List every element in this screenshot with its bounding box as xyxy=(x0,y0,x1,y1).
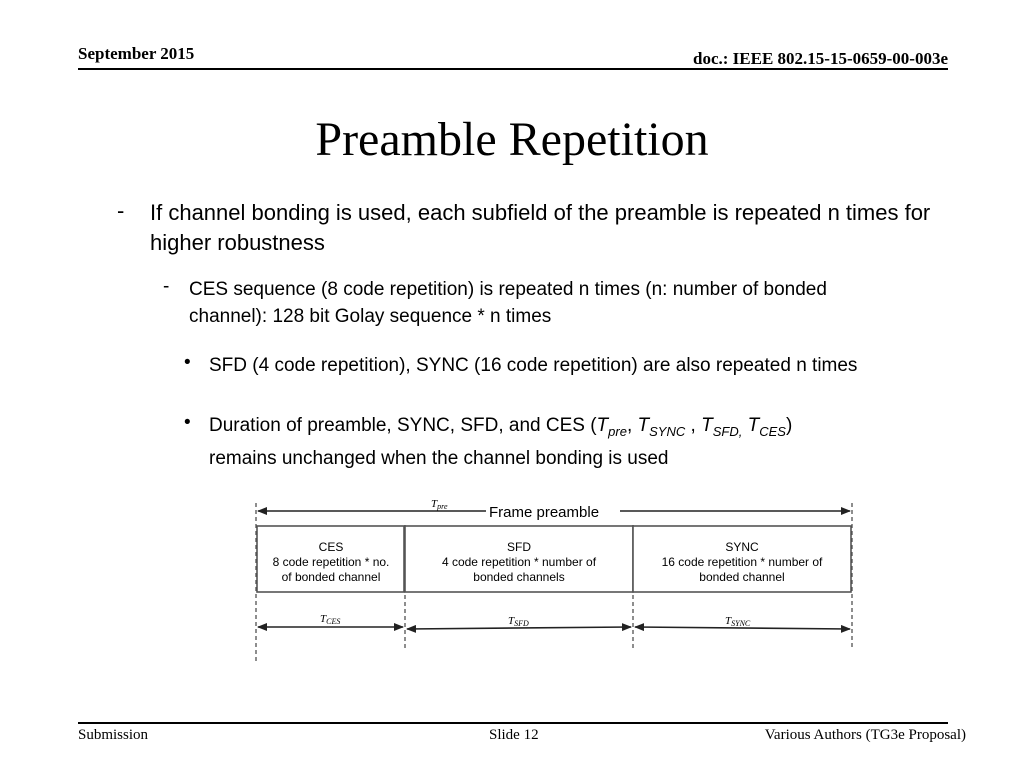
bullet-4-marker: • xyxy=(184,412,191,433)
t-sfd-symbol: $T_{SFD,}$ xyxy=(701,415,743,439)
field-ces-line1: 8 code repetition * no. xyxy=(272,555,390,569)
duration-label-ces: TCES xyxy=(320,613,341,626)
bullet-4-line2: remains unchanged when the channel bonding is used xyxy=(209,447,669,469)
field-sfd-line1: 4 code repetition * number of xyxy=(441,555,597,569)
tpre-label: Tpre xyxy=(431,498,448,511)
footer-authors: Various Authors (TG3e Proposal) xyxy=(764,727,966,743)
field-sync-name: SYNC xyxy=(725,540,759,554)
header-date: September 2015 xyxy=(78,44,195,63)
slide-title: Preamble Repetition xyxy=(315,113,709,166)
footer-slide-number: Slide 12 xyxy=(489,727,539,743)
bullet-3-text: SFD (4 code repetition), SYNC (16 code repetition) are also repeated n times xyxy=(209,355,858,376)
bullet-4-prefix: Duration of preamble, SYNC, SFD, and CES ( xyxy=(209,415,597,436)
bullet-2-text: CES sequence (8 code repetition) is repeated n times (n: number of bonded channel): 128 bit Golay sequence * n times xyxy=(189,279,827,327)
bullet-4-text: Duration of preamble, SYNC, SFD, and CES ($T_{pre}$, $T_{SYNC}$ , $T_{SFD,}$ $T_{CES}$) remains unchanged when the channel bonding is used xyxy=(209,415,793,469)
field-sync-line1: 16 code repetition * number of xyxy=(661,555,823,569)
footer-rule xyxy=(78,722,948,724)
duration-label-sync: TSYNC xyxy=(725,615,751,628)
t-ces-symbol: $T_{CES}$ xyxy=(747,415,786,439)
field-sfd-name: SFD xyxy=(507,540,531,554)
t-sync-symbol: $T_{SYNC}$ xyxy=(637,415,686,439)
field-sfd-line2: bonded channels xyxy=(473,570,565,584)
header-doc-id: doc.: IEEE 802.15-15-0659-00-003e xyxy=(693,49,948,68)
field-ces-line2: of bonded channel xyxy=(281,570,381,584)
duration-label-sfd: TSFD xyxy=(508,615,529,628)
field-sync-line2: bonded channel xyxy=(699,570,785,584)
field-ces-name: CES xyxy=(318,540,344,554)
t-pre-symbol: $T_{pre}$ xyxy=(596,415,627,439)
bullet-1-text: If channel bonding is used, each subfield of the preamble is repeated n times for higher robustness xyxy=(150,200,931,255)
bullet-3-marker: • xyxy=(184,352,191,373)
bullet-1-marker: - xyxy=(117,198,125,223)
bullet-2-marker: - xyxy=(163,276,170,297)
footer-submission: Submission xyxy=(78,727,149,743)
frame-preamble-label: Frame preamble xyxy=(489,504,600,521)
